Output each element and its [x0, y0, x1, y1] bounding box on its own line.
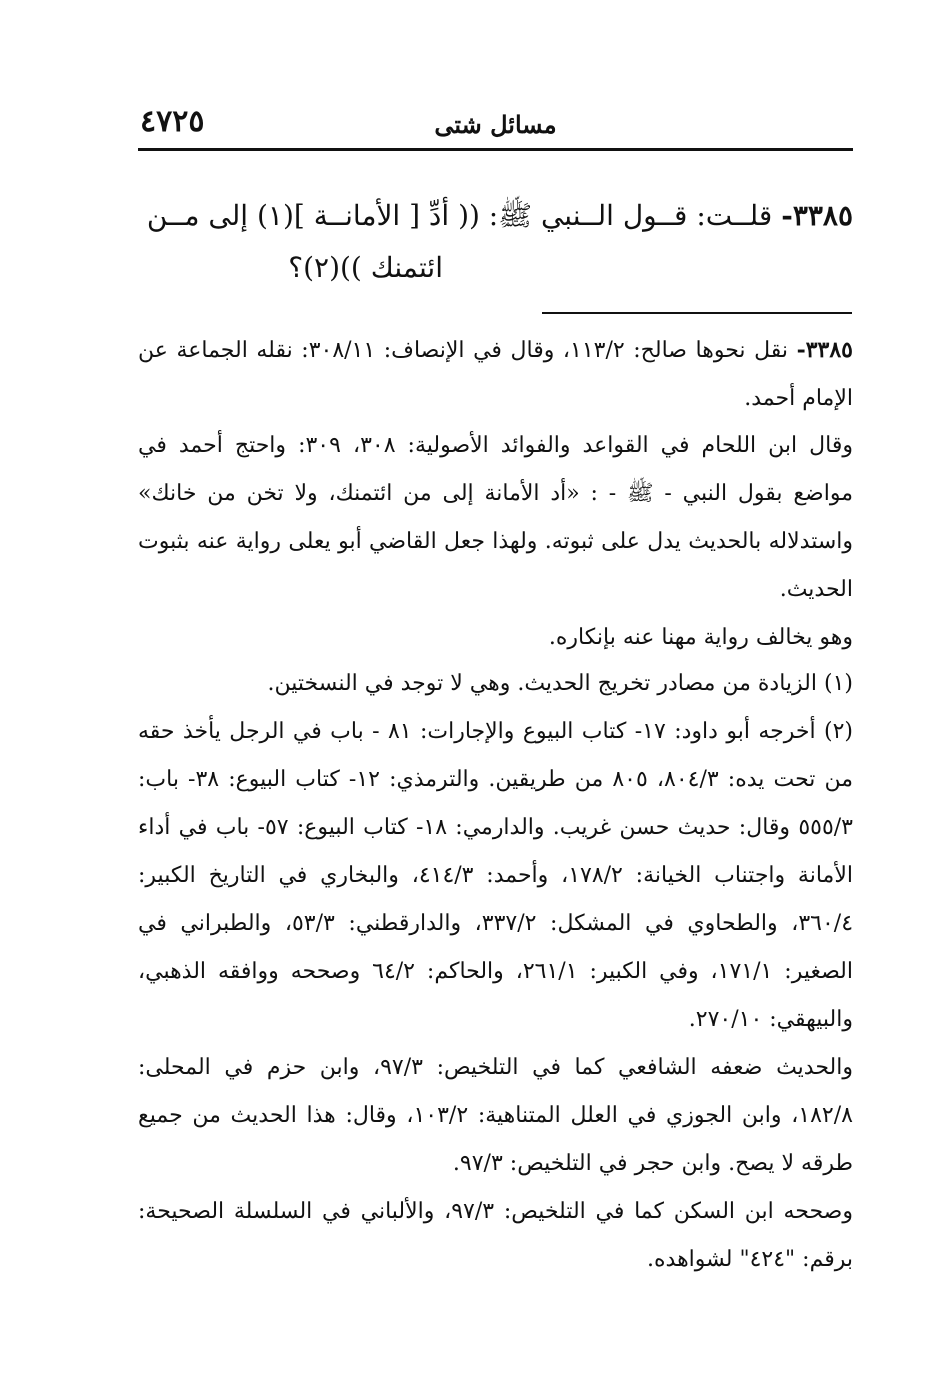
question-number: ٣٣٨٥-: [781, 199, 853, 232]
footnote-2-text-2: والحديث ضعفه الشافعي كما في التلخيص: ٩٧/٣، وابن حزم في المحلى: ١٨٢/٨، وابن الجوزي في العلل المتناهية: ١٠٣/٢، وقال: هذا الحديث من جميع طرقه لا يصح. وابن حجر في التلخيص: ٩٧/٣.: [138, 1055, 853, 1176]
question-block: [138, 190, 853, 294]
commentary-text-2: وقال ابن اللحام في القواعد والفوائد الأصولية: ٣٠٨، ٣٠٩: واحتج أحمد في مواضع بقول النبي - ﷺ - : «أد الأمانة إلى من ائتمنك، ولا تخن من خانك» واستدلاله بالحديث يدل على ثبوته. ولهذا جعل القاضي أبو يعلى رواية عنه بثبوت الحديث.: [138, 433, 854, 602]
commentary-paragraph-1: [138, 326, 853, 423]
commentary-paragraph-3: [138, 614, 853, 662]
commentary-text-3: وهو يخالف رواية مهنا عنه بإنكاره.: [548, 625, 853, 650]
footnote-2-paragraph-3: [138, 1188, 853, 1284]
page-number: ٤٧٢٥: [140, 104, 205, 139]
footnote-2-text: (٢) أخرجه أبو داود: ١٧- كتاب البيوع والإجارات: ٨١ - باب في الرجل يأخذ حقه من تحت يده: ٨٠٤/٣، ٨٠٥ من طريقين. والترمذي: ١٢- كتاب البيوع: ٣٨- باب: ٥٥٥/٣ وقال: حديث حسن غريب. والدارمي: ١٨- كتاب البيوع: ٥٧- باب في أداء الأمانة واجتناب الخيانة: ١٧٨/٢، وأحمد: ٤١٤/٣، والبخاري في التاريخ الكبير: ٣٦٠/٤، والطحاوي في المشكل: ٣٣٧/٢، والدارقطني: ٥٣/٣، والطبراني في الصغير: ١٧١/١، وفي الكبير: ٢٦١/١، والحاكم: ٦٤/٢ وصححه ووافقه الذهبي، والبيهقي: ٢٧٠/١٠.: [138, 719, 854, 1032]
footnote-2: [138, 708, 853, 1044]
footnote-1: [138, 660, 853, 708]
commentary-text-1: نقل نحوها صالح: ١١٣/٢، وقال في الإنصاف: ٣٠٨/١١: نقله الجماعة عن الإمام أحمد.: [138, 338, 853, 411]
page-header: [138, 96, 853, 151]
footnote-2-text-3: وصححه ابن السكن كما في التلخيص: ٩٧/٣، والألباني في السلسلة الصحيحة: برقم: "٤٢٤" لشواهده.: [138, 1199, 853, 1272]
footnote-1-text: (١) الزيادة من مصادر تخريج الحديث. وهي لا توجد في النسختين.: [267, 671, 853, 696]
question-text-line2: ائتمنك ))(٢)؟: [288, 251, 443, 284]
page-title: مسائل شتى: [434, 110, 557, 139]
commentary-paragraph-2: [138, 422, 853, 614]
section-divider: [542, 312, 852, 314]
commentary-number: ٣٣٨٥-: [796, 337, 853, 363]
footnote-2-paragraph-2: [138, 1044, 853, 1188]
question-text-line1: قلــت: قــول الــنبي ﷺ: (( أدِّ [ الأمانــة ](١) إلى مــن: [146, 199, 773, 232]
